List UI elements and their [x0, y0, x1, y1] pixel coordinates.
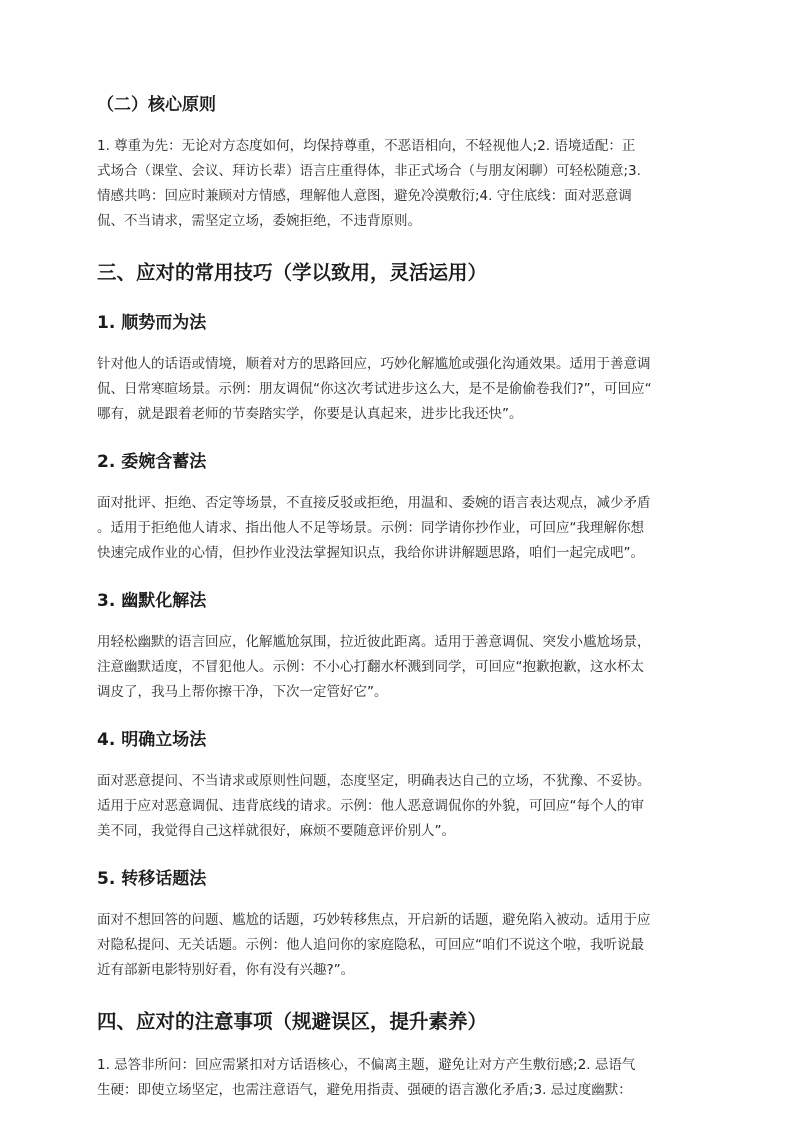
text-line: 面对批评、拒绝、否定等场景，不直接反驳或拒绝，用温和、委婉的语言表达观点，减少矛盾 [97, 495, 651, 511]
precautions-paragraph [97, 1053, 698, 1103]
text-line: 情感共鸣：回应时兼顾对方情感，理解他人意图，避免冷漠敷衍;4. 守住底线：面对恶意调 [97, 188, 632, 204]
text-line: 注意幽默适度，不冒犯他人。示例：不小心打翻水杯溅到同学，可回应“抱歉抱歉，这水杯太 [97, 659, 644, 675]
technique-2-heading: 2. 委婉含蓄法 [97, 452, 207, 472]
text-line: 侃、不当请求，需坚定立场，委婉拒绝，不违背原则。 [97, 213, 421, 229]
text-line: 哪有，就是跟着老师的节奏踏实学，你要是认真起来，进步比我还快”。 [97, 406, 523, 422]
core-principles-paragraph [97, 134, 698, 234]
technique-3-paragraph [97, 630, 698, 705]
section-2-subheading: （二）核心原则 [97, 95, 216, 115]
text-line: 美不同，我觉得自己这样就很好，麻烦不要随意评价别人”。 [97, 823, 455, 839]
technique-1-heading: 1. 顺势而为法 [97, 313, 207, 333]
technique-4-heading: 4. 明确立场法 [97, 730, 207, 750]
text-line: 用轻松幽默的语言回应，化解尴尬氛围，拉近彼此距离。适用于善意调侃、突发小尴尬场景， [97, 634, 651, 650]
text-line: 近有部新电影特别好看，你有没有兴趣?”。 [97, 962, 355, 978]
text-line: 。适用于拒绝他人请求、指出他人不足等场景。示例：同学请你抄作业，可回应“我理解你想 [97, 520, 644, 536]
text-line: 调皮了，我马上帮你擦干净，下次一定管好它”。 [97, 684, 388, 700]
technique-4-paragraph [97, 769, 698, 844]
text-line: 对隐私提问、无关话题。示例：他人追问你的家庭隐私，可回应“咱们不说这个啦，我听说最 [97, 937, 644, 953]
text-line: 适用于应对恶意调侃、违背底线的请求。示例：他人恶意调侃你的外貌，可回应“每个人的审 [97, 798, 644, 814]
text-line: 1. 尊重为先：无论对方态度如何，均保持尊重，不恶语相向，不轻视他人;2. 语境适配：正 [97, 138, 636, 154]
text-line: 针对他人的话语或情境，顺着对方的思路回应，巧妙化解尴尬或强化沟通效果。适用于善意调 [97, 356, 651, 372]
text-line: 式场合（课堂、会议、拜访长辈）语言庄重得体，非正式场合（与朋友闲聊）可轻松随意;3. [97, 163, 641, 179]
text-line: 快速完成作业的心情，但抄作业没法掌握知识点，我给你讲讲解题思路，咱们一起完成吧”。 [97, 545, 644, 561]
technique-5-heading: 5. 转移话题法 [97, 869, 207, 889]
section-3-heading: 三、应对的常用技巧（学以致用，灵活运用） [97, 261, 488, 284]
text-line: 生硬：即使立场坚定，也需注意语气，避免用指责、强硬的语言激化矛盾;3. 忌过度幽默： [97, 1082, 632, 1098]
technique-3-heading: 3. 幽默化解法 [97, 591, 207, 611]
technique-2-paragraph [97, 491, 698, 566]
technique-1-paragraph [97, 352, 698, 427]
text-line: 面对恶意提问、不当请求或原则性问题，态度坚定，明确表达自己的立场，不犹豫、不妥协。 [97, 773, 651, 789]
text-line: 面对不想回答的问题、尴尬的话题，巧妙转移焦点，开启新的话题，避免陷入被动。适用于应 [97, 912, 651, 928]
section-4-heading: 四、应对的注意事项（规避误区，提升素养） [97, 1010, 488, 1033]
text-line: 侃、日常寒暄场景。示例：朋友调侃“你这次考试进步这么大，是不是偷偷卷我们?”，可回应“ [97, 381, 652, 397]
technique-5-paragraph [97, 908, 698, 983]
text-line: 1. 忌答非所问：回应需紧扣对方话语核心，不偏离主题，避免让对方产生敷衍感;2. 忌语气 [97, 1057, 636, 1073]
